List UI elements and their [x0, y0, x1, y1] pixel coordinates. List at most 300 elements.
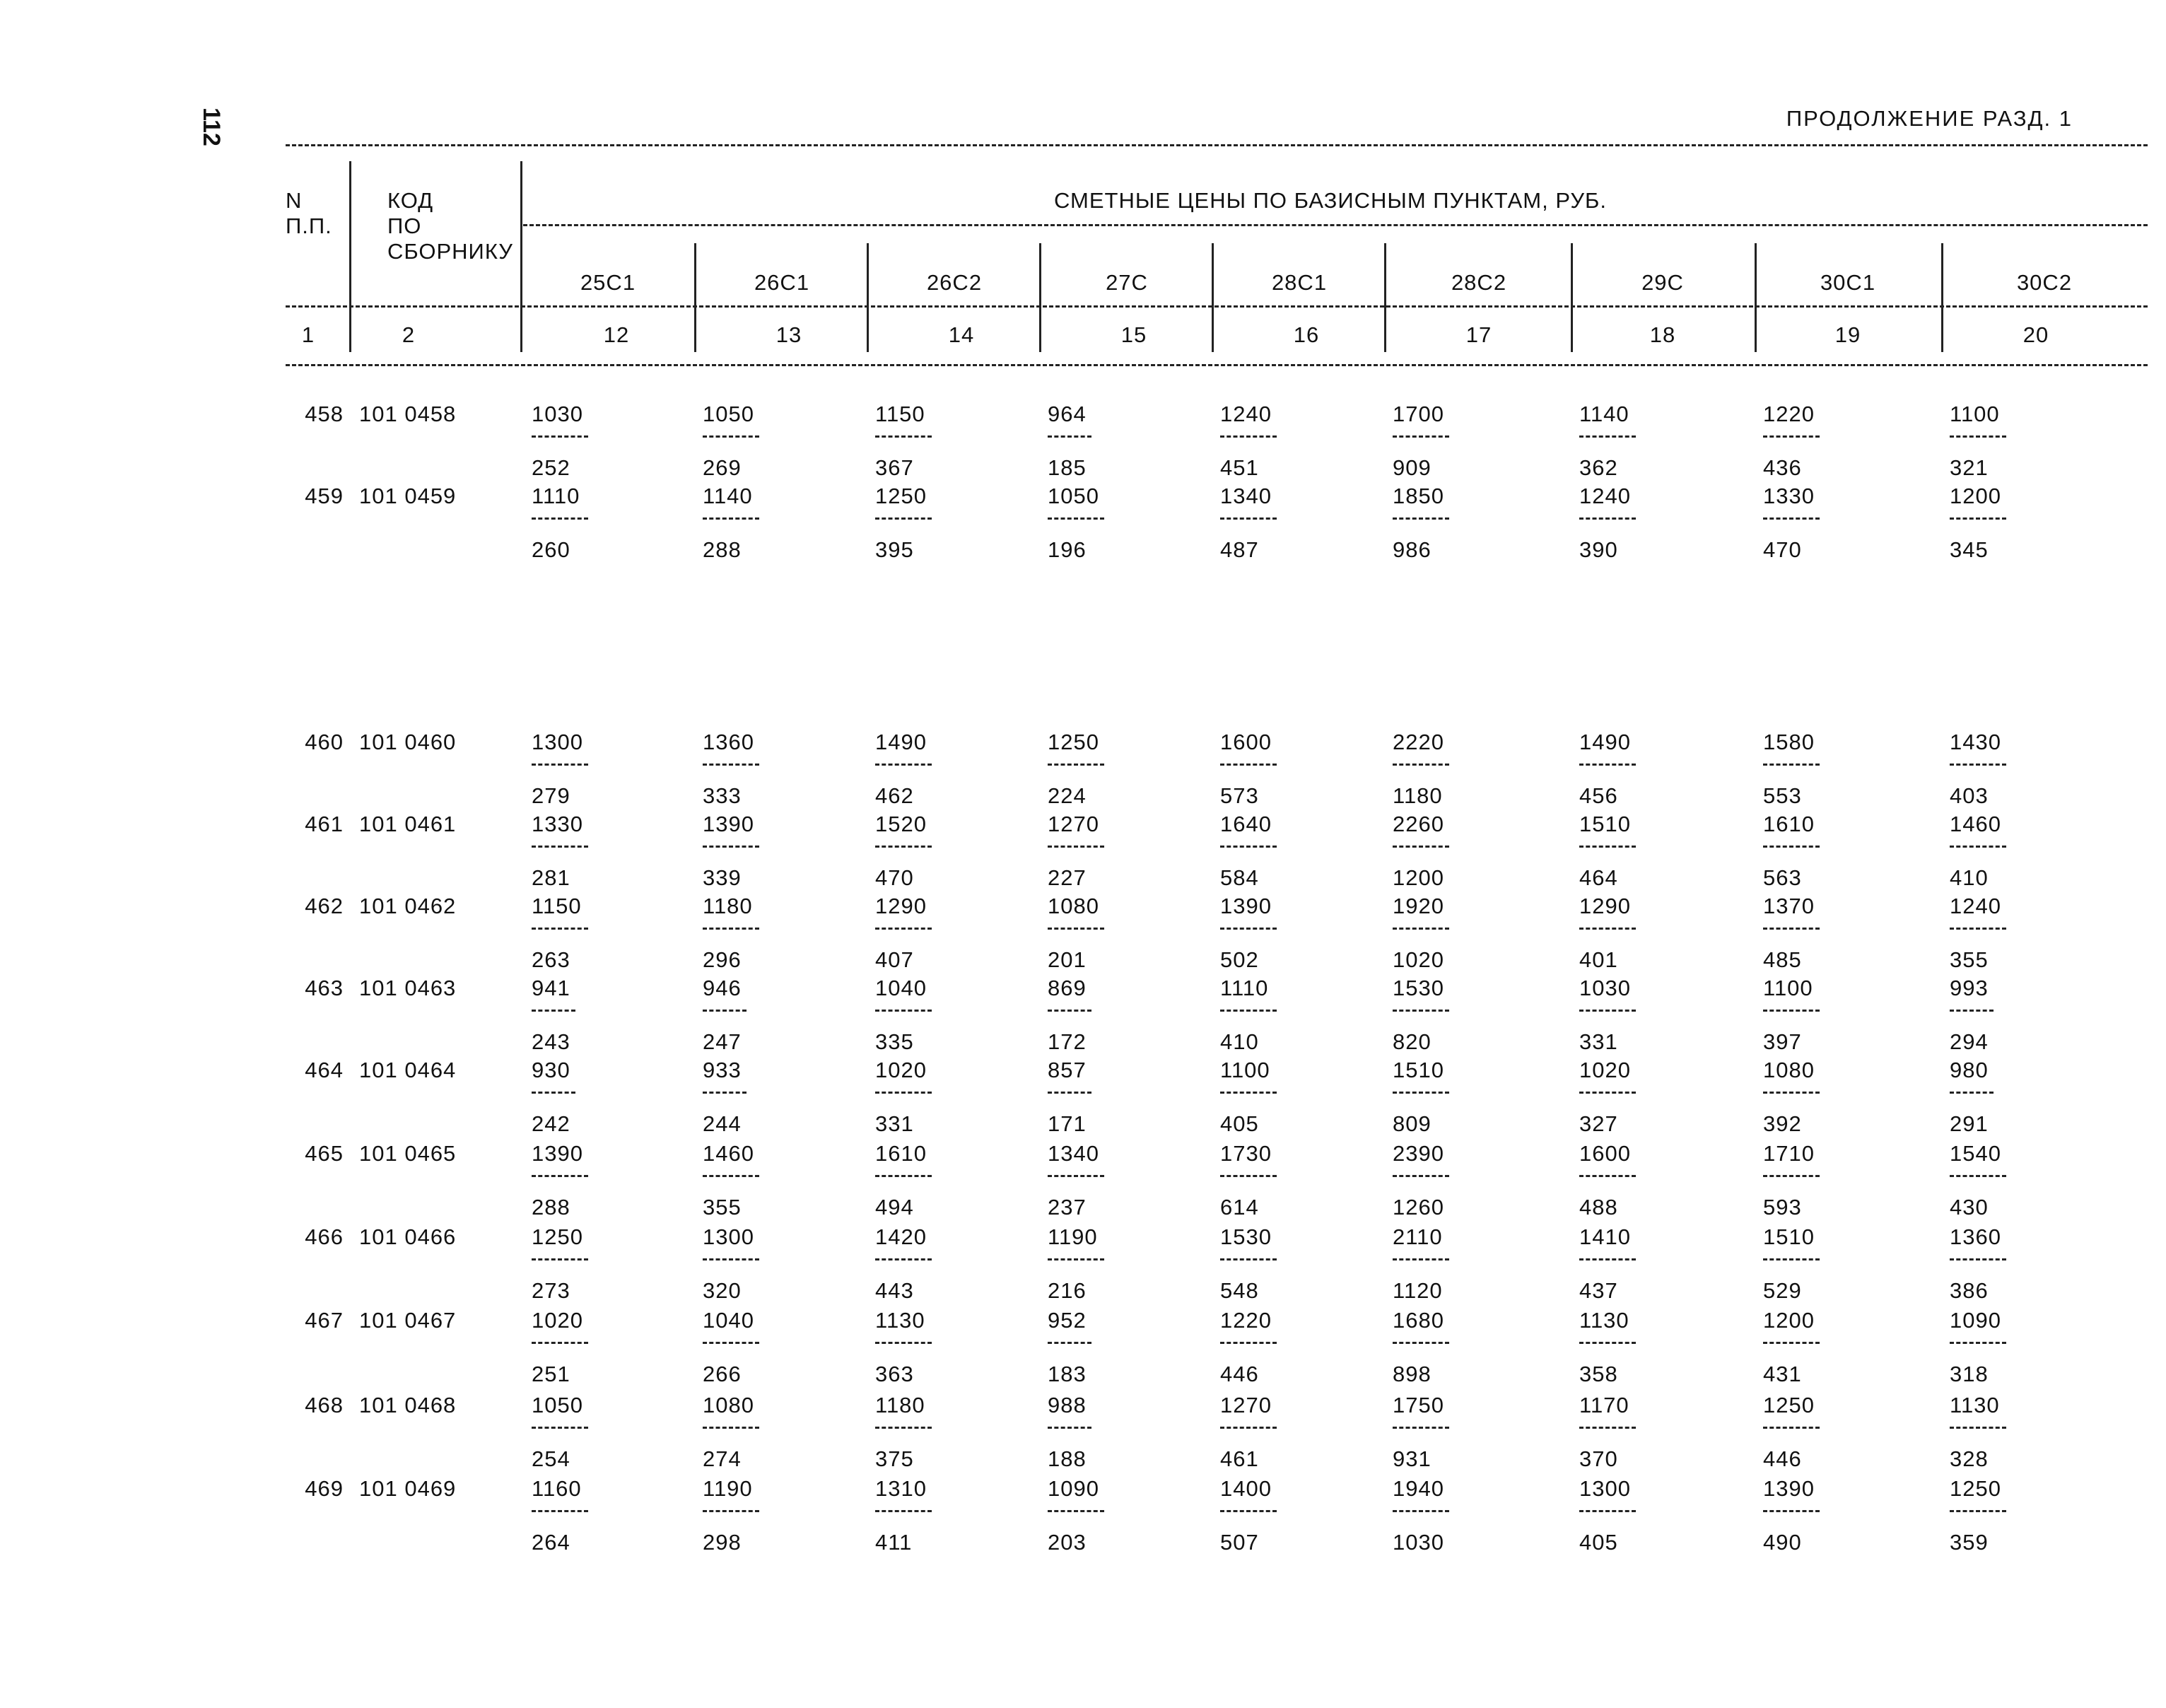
wage-value: 410: [1950, 865, 1989, 890]
row-code: 101 0464: [359, 1058, 457, 1082]
price-value: 2110: [1393, 1224, 1443, 1249]
price-value: 1490: [875, 730, 927, 754]
fraction-bar: [1048, 928, 1104, 930]
wage-value: 375: [875, 1446, 914, 1471]
wage-value: 593: [1763, 1195, 1802, 1219]
price-value: 946: [703, 976, 742, 1000]
wage-value: 203: [1048, 1530, 1087, 1555]
wage-value: 1030: [1393, 1530, 1444, 1555]
fraction-bar: [1579, 1427, 1636, 1429]
wage-value: 188: [1048, 1446, 1087, 1471]
fraction-bar: [1579, 1092, 1636, 1094]
wage-value: 1020: [1393, 947, 1444, 972]
price-value: 1340: [1048, 1141, 1099, 1166]
row-number: 469: [305, 1476, 344, 1501]
price-value: 1030: [532, 402, 583, 426]
price-value: 952: [1048, 1308, 1087, 1333]
wage-value: 339: [703, 865, 742, 890]
wage-value: 809: [1393, 1111, 1432, 1136]
price-value: 1390: [532, 1141, 583, 1166]
wage-value: 367: [875, 455, 914, 480]
fraction-bar: [1579, 1510, 1636, 1512]
price-value: 1270: [1048, 812, 1099, 836]
fraction-bar: [1950, 1092, 1994, 1094]
price-value: 1290: [1579, 894, 1631, 918]
wage-value: 358: [1579, 1362, 1618, 1386]
wage-value: 1180: [1393, 783, 1443, 808]
price-value: 1510: [1763, 1224, 1815, 1249]
fraction-bar: [532, 1258, 588, 1260]
price-value: 1680: [1393, 1308, 1444, 1333]
price-value: 1270: [1220, 1393, 1272, 1417]
fraction-bar: [1579, 928, 1636, 930]
price-value: 1190: [1048, 1224, 1098, 1249]
fraction-bar: [1393, 517, 1449, 520]
fraction-bar: [1220, 846, 1277, 848]
wage-value: 462: [875, 783, 914, 808]
price-value: 1150: [875, 402, 925, 426]
wage-value: 437: [1579, 1278, 1618, 1303]
price-value: 1530: [1220, 1224, 1272, 1249]
row-number: 458: [305, 402, 344, 426]
fraction-bar: [1950, 1258, 2006, 1260]
fraction-bar: [1763, 435, 1820, 438]
wage-value: 201: [1048, 947, 1087, 972]
price-value: 1420: [875, 1224, 927, 1249]
header-price-col-3: 26С2: [926, 270, 983, 295]
fraction-bar: [1763, 1010, 1820, 1012]
price-value: 1110: [1220, 976, 1269, 1000]
row-code: 101 0465: [359, 1141, 457, 1166]
wage-value: 273: [532, 1278, 570, 1303]
wage-value: 288: [703, 537, 742, 562]
fraction-bar: [1220, 764, 1277, 766]
fraction-bar: [1048, 517, 1104, 520]
wage-value: 431: [1763, 1362, 1802, 1386]
fraction-bar: [1393, 1258, 1449, 1260]
fraction-bar: [1220, 517, 1277, 520]
fraction-bar: [1393, 1427, 1449, 1429]
fraction-bar: [1393, 846, 1449, 848]
fraction-bar: [1579, 517, 1636, 520]
wage-value: 224: [1048, 783, 1087, 808]
wage-value: 1120: [1393, 1278, 1443, 1303]
header-price-col-1: 25С1: [580, 270, 636, 295]
price-value: 1110: [532, 484, 580, 508]
fraction-bar: [1763, 517, 1820, 520]
wage-value: 553: [1763, 783, 1802, 808]
price-value: 993: [1950, 976, 1989, 1000]
price-value: 1080: [1048, 894, 1099, 918]
fraction-bar: [1579, 435, 1636, 438]
wage-value: 403: [1950, 783, 1989, 808]
wage-value: 446: [1763, 1446, 1802, 1471]
price-value: 1390: [1220, 894, 1272, 918]
fraction-bar: [1393, 1510, 1449, 1512]
fraction-bar: [1048, 1258, 1104, 1260]
fraction-bar: [703, 928, 759, 930]
wage-value: 820: [1393, 1029, 1432, 1054]
price-value: 2260: [1393, 812, 1444, 836]
price-value: 1940: [1393, 1476, 1444, 1501]
fraction-bar: [1579, 764, 1636, 766]
price-value: 1600: [1579, 1141, 1631, 1166]
price-value: 1360: [1950, 1224, 2001, 1249]
page-number: 112: [198, 107, 225, 146]
wage-value: 931: [1393, 1446, 1432, 1471]
price-value: 1080: [703, 1393, 754, 1417]
price-value: 1370: [1763, 894, 1815, 918]
row-code: 101 0469: [359, 1476, 457, 1501]
fraction-bar: [1950, 435, 2006, 438]
wage-value: 260: [532, 537, 570, 562]
column-number-20: 20: [2022, 322, 2049, 347]
price-value: 1400: [1220, 1476, 1272, 1501]
wage-value: 430: [1950, 1195, 1989, 1219]
wage-value: 392: [1763, 1111, 1802, 1136]
price-value: 1730: [1220, 1141, 1272, 1166]
fraction-bar: [1763, 1092, 1820, 1094]
fraction-bar: [703, 1010, 747, 1012]
wage-value: 335: [875, 1029, 914, 1054]
price-value: 1190: [703, 1476, 753, 1501]
price-value: 1240: [1579, 484, 1631, 508]
price-value: 964: [1048, 402, 1087, 426]
fraction-bar: [1763, 846, 1820, 848]
wage-value: 216: [1048, 1278, 1087, 1303]
fraction-bar: [1393, 1175, 1449, 1177]
wage-value: 327: [1579, 1111, 1618, 1136]
fraction-bar: [1220, 1092, 1277, 1094]
wage-value: 243: [532, 1029, 570, 1054]
wage-value: 172: [1048, 1029, 1087, 1054]
wage-value: 494: [875, 1195, 914, 1219]
fraction-bar: [1048, 764, 1104, 766]
price-value: 1920: [1393, 894, 1444, 918]
fraction-bar: [1950, 1010, 1994, 1012]
price-value: 980: [1950, 1058, 1989, 1082]
wage-value: 269: [703, 455, 742, 480]
column-number-18: 18: [1649, 322, 1676, 347]
column-number-13: 13: [775, 322, 802, 347]
price-value: 1460: [1950, 812, 2001, 836]
fraction-bar: [703, 764, 759, 766]
row-number: 465: [305, 1141, 344, 1166]
fraction-bar: [875, 435, 932, 438]
wage-value: 986: [1393, 537, 1432, 562]
price-value: 1220: [1220, 1308, 1272, 1333]
wage-value: 244: [703, 1111, 742, 1136]
fraction-bar: [703, 1175, 759, 1177]
price-value: 857: [1048, 1058, 1087, 1082]
fraction-bar: [1763, 928, 1820, 930]
fraction-bar: [1048, 1092, 1091, 1094]
fraction-bar: [875, 1342, 932, 1344]
wage-value: 294: [1950, 1029, 1989, 1054]
price-value: 1020: [532, 1308, 583, 1333]
price-value: 1600: [1220, 730, 1272, 754]
price-value: 933: [703, 1058, 742, 1082]
wage-value: 488: [1579, 1195, 1618, 1219]
price-value: 1090: [1048, 1476, 1099, 1501]
wage-value: 288: [532, 1195, 570, 1219]
wage-value: 614: [1220, 1195, 1259, 1219]
wage-value: 320: [703, 1278, 742, 1303]
column-number-2: 2: [402, 322, 416, 347]
fraction-bar: [1220, 435, 1277, 438]
fraction-bar: [532, 846, 588, 848]
price-value: 1020: [875, 1058, 927, 1082]
column-number-17: 17: [1465, 322, 1492, 347]
wage-value: 359: [1950, 1530, 1989, 1555]
row-number: 468: [305, 1393, 344, 1417]
price-value: 1030: [1579, 976, 1631, 1000]
fraction-bar: [532, 1342, 588, 1344]
wage-value: 485: [1763, 947, 1802, 972]
wage-value: 252: [532, 455, 570, 480]
fraction-bar: [532, 1010, 575, 1012]
wage-value: 405: [1220, 1111, 1259, 1136]
fraction-bar: [532, 1510, 588, 1512]
wage-value: 456: [1579, 783, 1618, 808]
price-value: 1580: [1763, 730, 1815, 754]
fraction-bar: [1579, 1175, 1636, 1177]
header-price-col-9: 30С2: [2016, 270, 2073, 295]
fraction-bar: [703, 846, 759, 848]
price-value: 1330: [1763, 484, 1815, 508]
row-code: 101 0466: [359, 1224, 457, 1249]
wage-value: 386: [1950, 1278, 1989, 1303]
fraction-bar: [1393, 764, 1449, 766]
fraction-bar: [875, 1092, 932, 1094]
price-value: 1520: [875, 812, 927, 836]
price-value: 930: [532, 1058, 570, 1082]
row-number: 462: [305, 894, 344, 918]
fraction-bar: [703, 1092, 747, 1094]
row-code: 101 0461: [359, 812, 457, 836]
price-value: 1180: [703, 894, 753, 918]
price-value: 1460: [703, 1141, 754, 1166]
row-number: 464: [305, 1058, 344, 1082]
fraction-bar: [703, 1427, 759, 1429]
fraction-bar: [1763, 1427, 1820, 1429]
fraction-bar: [1950, 846, 2006, 848]
header-price-col-5: 28С1: [1271, 270, 1328, 295]
price-value: 1050: [1048, 484, 1099, 508]
fraction-bar: [703, 517, 759, 520]
fraction-bar: [1048, 1342, 1091, 1344]
fraction-bar: [1763, 1510, 1820, 1512]
wage-value: 461: [1220, 1446, 1259, 1471]
fraction-bar: [703, 1342, 759, 1344]
header-code-line2: ПО: [387, 214, 422, 238]
price-value: 1170: [1579, 1393, 1629, 1417]
wage-value: 490: [1763, 1530, 1802, 1555]
wage-value: 898: [1393, 1362, 1432, 1386]
wage-value: 584: [1220, 865, 1259, 890]
fraction-bar: [703, 1258, 759, 1260]
fraction-bar: [1393, 1010, 1449, 1012]
price-value: 1390: [1763, 1476, 1815, 1501]
fraction-bar: [875, 1427, 932, 1429]
price-value: 1180: [875, 1393, 925, 1417]
wage-value: 443: [875, 1278, 914, 1303]
wage-value: 410: [1220, 1029, 1259, 1054]
price-value: 1510: [1393, 1058, 1444, 1082]
price-value: 1240: [1220, 402, 1272, 426]
fraction-bar: [1220, 1010, 1277, 1012]
fraction-bar: [1220, 1175, 1277, 1177]
wage-value: 464: [1579, 865, 1618, 890]
wage-value: 355: [703, 1195, 742, 1219]
header-price-col-6: 28С2: [1451, 270, 1507, 295]
price-value: 1150: [532, 894, 582, 918]
fraction-bar: [1393, 1092, 1449, 1094]
price-value: 1510: [1579, 812, 1631, 836]
price-value: 1250: [532, 1224, 583, 1249]
fraction-bar: [875, 1175, 932, 1177]
fraction-bar: [1393, 928, 1449, 930]
row-number: 461: [305, 812, 344, 836]
wage-value: 1200: [1393, 865, 1444, 890]
fraction-bar: [1220, 1258, 1277, 1260]
wage-value: 362: [1579, 455, 1618, 480]
wage-value: 237: [1048, 1195, 1087, 1219]
price-value: 1240: [1950, 894, 2001, 918]
wage-value: 321: [1950, 455, 1989, 480]
fraction-bar: [532, 1175, 588, 1177]
wage-value: 470: [1763, 537, 1802, 562]
price-value: 1090: [1950, 1308, 2001, 1333]
fraction-bar: [1048, 1175, 1104, 1177]
price-value: 1080: [1763, 1058, 1815, 1082]
wage-value: 401: [1579, 947, 1618, 972]
row-code: 101 0463: [359, 976, 457, 1000]
fraction-bar: [1950, 1427, 2006, 1429]
header-price-col-7: 29С: [1641, 270, 1684, 295]
price-value: 869: [1048, 976, 1087, 1000]
fraction-bar: [1220, 928, 1277, 930]
fraction-bar: [875, 517, 932, 520]
wage-value: 264: [532, 1530, 570, 1555]
wage-value: 507: [1220, 1530, 1259, 1555]
wage-value: 470: [875, 865, 914, 890]
price-value: 1130: [875, 1308, 925, 1333]
column-number-1: 1: [301, 322, 315, 347]
fraction-bar: [1393, 1342, 1449, 1344]
price-value: 941: [532, 976, 570, 1000]
fraction-bar: [1220, 1427, 1277, 1429]
price-value: 1160: [532, 1476, 582, 1501]
fraction-bar: [1048, 1510, 1104, 1512]
wage-value: 279: [532, 783, 570, 808]
column-number-14: 14: [948, 322, 975, 347]
fraction-bar: [1220, 1510, 1277, 1512]
wage-value: 573: [1220, 783, 1259, 808]
wage-value: 363: [875, 1362, 914, 1386]
wage-value: 407: [875, 947, 914, 972]
wage-value: 355: [1950, 947, 1989, 972]
fraction-bar: [1579, 846, 1636, 848]
wage-value: 529: [1763, 1278, 1802, 1303]
header-price-col-4: 27С: [1106, 270, 1148, 295]
wage-value: 446: [1220, 1362, 1259, 1386]
row-code: 101 0468: [359, 1393, 457, 1417]
row-code: 101 0467: [359, 1308, 457, 1333]
fraction-bar: [1950, 1342, 2006, 1344]
row-code: 101 0459: [359, 484, 457, 508]
wage-value: 390: [1579, 537, 1618, 562]
column-number-19: 19: [1834, 322, 1861, 347]
fraction-bar: [1950, 1510, 2006, 1512]
price-value: 1040: [875, 976, 927, 1000]
fraction-bar: [1950, 928, 2006, 930]
wage-value: 171: [1048, 1111, 1087, 1136]
price-value: 1200: [1950, 484, 2001, 508]
price-value: 1610: [875, 1141, 927, 1166]
wage-value: 318: [1950, 1362, 1989, 1386]
fraction-bar: [532, 435, 588, 438]
fraction-bar: [1579, 1258, 1636, 1260]
row-number: 459: [305, 484, 344, 508]
price-value: 1020: [1579, 1058, 1631, 1082]
price-value: 1250: [1763, 1393, 1815, 1417]
price-value: 1610: [1763, 812, 1815, 836]
row-code: 101 0460: [359, 730, 457, 754]
wage-value: 487: [1220, 537, 1259, 562]
fraction-bar: [875, 1510, 932, 1512]
column-number-12: 12: [603, 322, 630, 347]
header-n-line2: П.П.: [286, 214, 332, 238]
wage-value: 291: [1950, 1111, 1989, 1136]
fraction-bar: [1579, 1342, 1636, 1344]
row-code: 101 0462: [359, 894, 457, 918]
row-number: 467: [305, 1308, 344, 1333]
wage-value: 281: [532, 865, 570, 890]
fraction-bar: [1950, 517, 2006, 520]
wage-value: 345: [1950, 537, 1989, 562]
fraction-bar: [1763, 1342, 1820, 1344]
fraction-bar: [1220, 1342, 1277, 1344]
price-value: 1130: [1579, 1308, 1629, 1333]
price-value: 1140: [703, 484, 753, 508]
fraction-bar: [875, 846, 932, 848]
fraction-bar: [1048, 846, 1104, 848]
price-value: 2220: [1393, 730, 1444, 754]
fraction-bar: [875, 1258, 932, 1260]
price-value: 1540: [1950, 1141, 2001, 1166]
price-value: 1360: [703, 730, 754, 754]
price-value: 1410: [1579, 1224, 1631, 1249]
price-value: 1330: [532, 812, 583, 836]
wage-value: 296: [703, 947, 742, 972]
fraction-bar: [532, 1092, 575, 1094]
price-value: 1100: [1220, 1058, 1270, 1082]
header-price-col-8: 30С1: [1820, 270, 1876, 295]
price-value: 2390: [1393, 1141, 1444, 1166]
header-code-line1: КОД: [387, 188, 434, 213]
wage-value: 185: [1048, 455, 1087, 480]
fraction-bar: [1763, 764, 1820, 766]
price-value: 1130: [1950, 1393, 2000, 1417]
wage-value: 196: [1048, 537, 1087, 562]
price-value: 1300: [703, 1224, 754, 1249]
fraction-bar: [1950, 764, 2006, 766]
price-value: 1050: [532, 1393, 583, 1417]
header-price-col-2: 26С1: [754, 270, 810, 295]
price-value: 1250: [875, 484, 927, 508]
wage-value: 328: [1950, 1446, 1989, 1471]
